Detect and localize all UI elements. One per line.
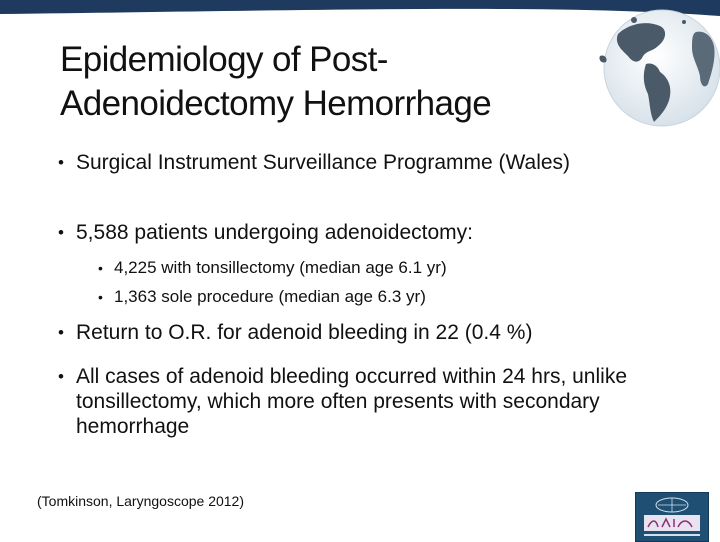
bullet-text: All cases of adenoid bleeding occurred within 24 hrs, unlike tonsillectomy, which more often presents with secondary hemorrhage	[76, 365, 627, 438]
bullet-item	[58, 150, 658, 175]
bullet-text: Return to O.R. for adenoid bleeding in 22 (0.4 %)	[76, 321, 533, 344]
bullet-marker: •	[58, 223, 64, 242]
sub-bullet-item	[98, 257, 658, 279]
bullet-item	[58, 320, 658, 345]
bullet-marker: •	[58, 323, 64, 342]
bullet-item	[58, 220, 658, 245]
sub-bullet-text: 4,225 with tonsillectomy (median age 6.1 yr)	[114, 258, 447, 277]
world-globe-icon	[588, 6, 720, 130]
slide-title-line-1: Epidemiology of Post-	[60, 40, 388, 79]
slide-title	[60, 38, 600, 126]
bullet-marker: •	[58, 153, 64, 172]
bullet-text: Surgical Instrument Surveillance Programme (Wales)	[76, 151, 571, 174]
society-logo-icon	[635, 492, 709, 542]
bullet-marker: •	[98, 260, 103, 276]
slide-title-line-2: Adenoidectomy Hemorrhage	[60, 84, 492, 123]
bullet-marker: •	[58, 367, 64, 386]
bullet-text: 5,588 patients undergoing adenoidectomy:	[76, 221, 473, 244]
bullet-item	[58, 364, 648, 439]
citation-text: (Tomkinson, Laryngoscope 2012)	[37, 493, 245, 509]
sub-bullet-text: 1,363 sole procedure (median age 6.3 yr)	[114, 287, 426, 306]
sub-bullet-item	[98, 286, 658, 308]
bullet-marker: •	[98, 289, 103, 305]
